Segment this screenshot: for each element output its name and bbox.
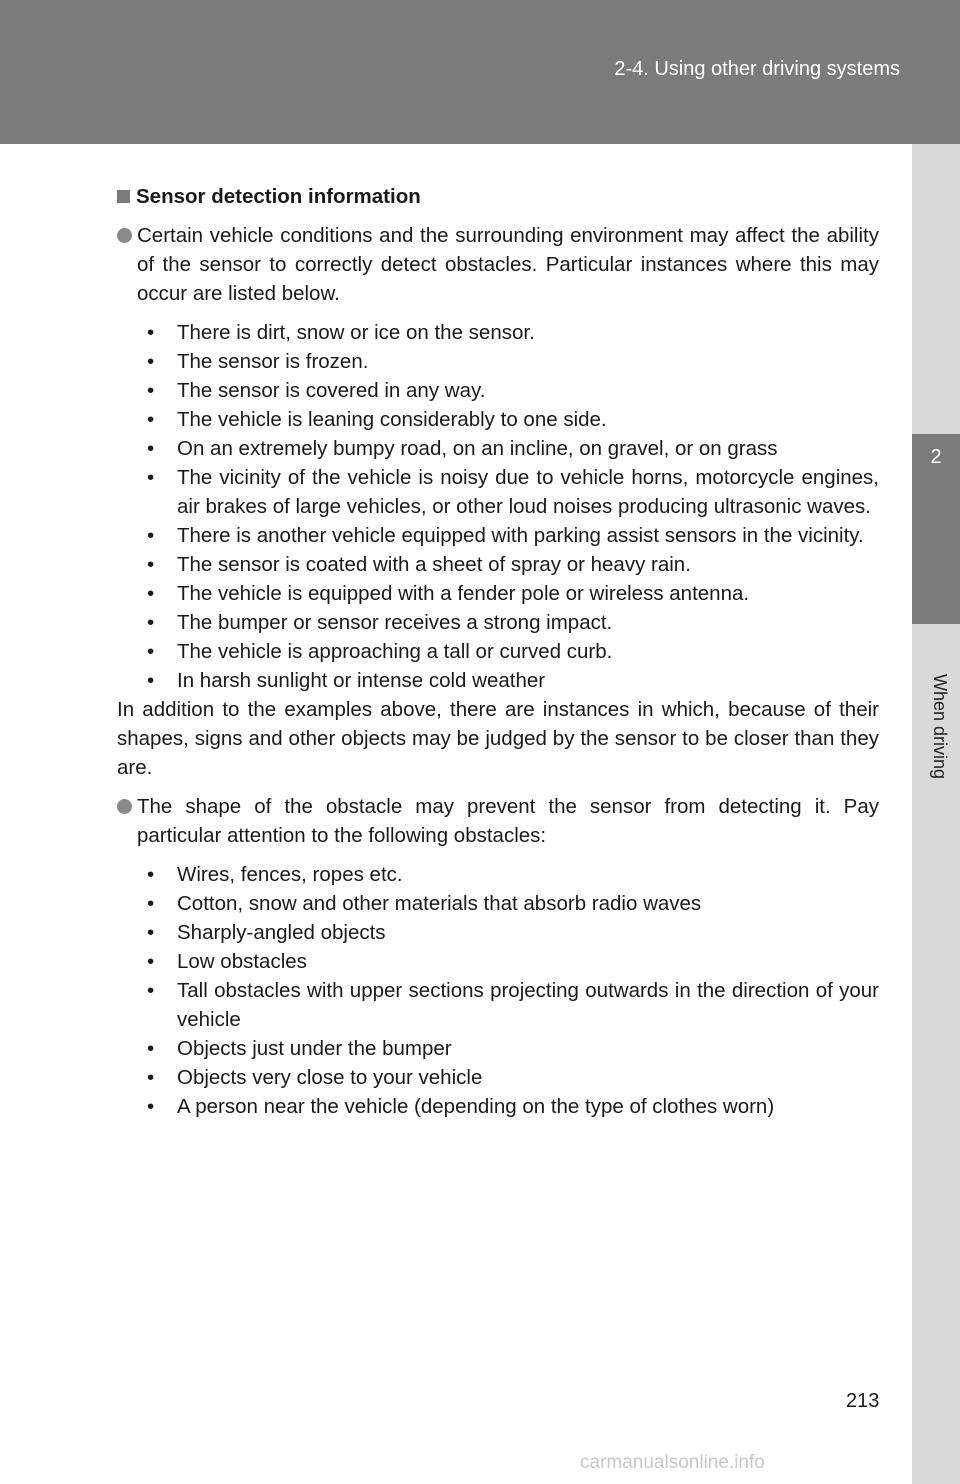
header-title: 2-4. Using other driving systems [614,58,900,80]
list-item-text: The sensor is covered in any way. [177,379,486,402]
note-paragraph: In addition to the examples above, there are instances in which, because of their shapes, signs and other objects may be judged by the sensor to be closer than they are. [117,698,879,779]
list-item-text: The bumper or sensor receives a strong impact. [177,611,613,634]
list-item-text: The vehicle is equipped with a fender pole or wireless antenna. [177,582,750,605]
obstacle-list [137,860,879,1121]
bullet-icon: • [147,1095,155,1118]
list-item [147,579,879,608]
bullet-icon: • [147,979,155,1002]
list-item-text: Objects just under the bumper [177,1037,452,1060]
list-item [147,889,879,918]
list-item [147,637,879,666]
list-item-text: The vehicle is approaching a tall or curved curb. [177,640,613,663]
list-item [147,1034,879,1063]
circle-bullet-icon [117,228,132,243]
list-item-text: The vicinity of the vehicle is noisy due to vehicle horns, motorcycle engines, air brakes of large vehicles, or other loud noises producing ultrasonic waves. [177,466,879,518]
page-number: 213 [846,1390,880,1412]
list-item [147,1092,879,1121]
list-item [147,976,879,1034]
section-title: Sensor detection information [136,185,421,208]
list-item [147,434,879,463]
list-item-text: There is dirt, snow or ice on the sensor. [177,321,535,344]
bullet-icon: • [147,640,155,663]
list-item-text: A person near the vehicle (depending on the type of clothes worn) [177,1095,775,1118]
circle-bullet-icon [117,799,132,814]
page-content [117,182,879,1121]
list-item [147,463,879,521]
bullet-icon: • [147,669,155,692]
bullet-icon: • [147,350,155,373]
list-item-text: In harsh sunlight or intense cold weather [177,669,546,692]
bullet-icon: • [147,408,155,431]
bullet-icon: • [147,892,155,915]
list-item [147,347,879,376]
list-item-text: Sharply-angled objects [177,921,386,944]
list-item [147,405,879,434]
list-item [147,860,879,889]
bullet-icon: • [147,466,155,489]
bullet-icon: • [147,321,155,344]
list-item [147,666,879,695]
condition-list [137,318,879,695]
bullet-icon: • [147,863,155,886]
chapter-number: 2 [930,446,942,468]
list-item-text: Objects very close to your vehicle [177,1066,483,1089]
list-item-text: The sensor is frozen. [177,350,369,373]
topic-block-2 [117,792,879,1121]
bullet-icon: • [147,437,155,460]
topic-block-1 [117,221,879,695]
list-item [147,521,879,550]
list-item [147,918,879,947]
bullet-icon: • [147,379,155,402]
list-item [147,376,879,405]
list-item-text: Low obstacles [177,950,307,973]
chapter-label: When driving [930,674,950,780]
bullet-icon: • [147,611,155,634]
page-header [0,0,960,144]
watermark: carmanualsonline.info [580,1452,765,1473]
list-item [147,947,879,976]
list-item-text: On an extremely bumpy road, on an incline, on gravel, or on grass [177,437,778,460]
bullet-icon: • [147,553,155,576]
list-item [147,318,879,347]
bullet-icon: • [147,1066,155,1089]
list-item-text: The sensor is coated with a sheet of spray or heavy rain. [177,553,691,576]
list-item-text: Wires, fences, ropes etc. [177,863,403,886]
topic-text-2: The shape of the obstacle may prevent the sensor from detecting it. Pay particular attention to the following obstacles: [137,795,879,847]
list-item [147,1063,879,1092]
bullet-icon: • [147,950,155,973]
list-item [147,550,879,579]
chapter-number-tab [912,434,960,624]
square-bullet-icon [117,190,130,203]
list-item [147,608,879,637]
list-item-text: There is another vehicle equipped with parking assist sensors in the vicinity. [177,524,864,547]
bullet-icon: • [147,1037,155,1060]
bullet-icon: • [147,582,155,605]
bullet-icon: • [147,921,155,944]
chapter-side-tab [912,144,960,1484]
list-item-text: The vehicle is leaning considerably to one side. [177,408,607,431]
list-item-text: Tall obstacles with upper sections projecting outwards in the direction of your vehicle [177,979,879,1031]
section-heading [117,182,879,211]
list-item-text: Cotton, snow and other materials that absorb radio waves [177,892,702,915]
bullet-icon: • [147,524,155,547]
topic-text-1: Certain vehicle conditions and the surrounding environment may affect the ability of the sensor to correctly detect obstacles. Particular instances where this may occur are listed below. [137,224,879,305]
